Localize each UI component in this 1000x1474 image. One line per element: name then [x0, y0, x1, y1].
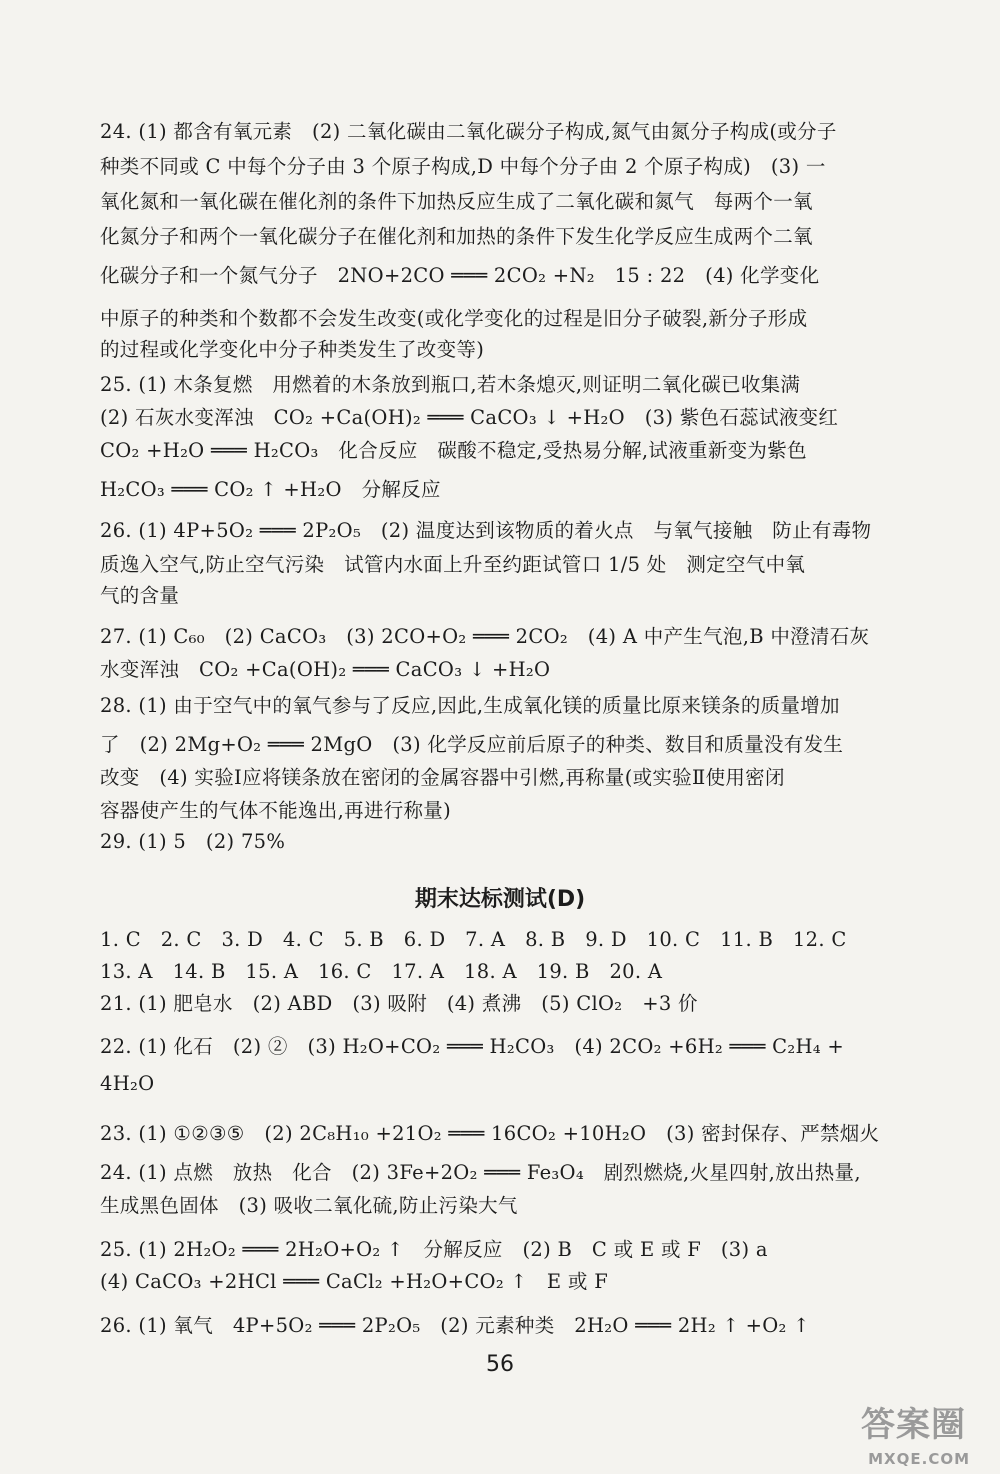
answer-line: 容器使产生的气体不能逸出,再进行称量) [100, 799, 452, 822]
watermark-url: MXQE.COM [868, 1450, 970, 1468]
answer-line: 种类不同或 C 中每个分子由 3 个原子构成,D 中每个分子由 2 个原子构成) (3) 一 [100, 155, 826, 178]
answer-line: 25. (1) 木条复燃 用燃着的木条放到瓶口,若木条熄灭,则证明二氧化碳已收集满 [100, 373, 801, 396]
answer-line: 22. (1) 化石 (2) ② (3) H₂O+CO₂ ═══ H₂CO₃ (4) 2CO₂ +6H₂ ═══ C₂H₄ + [100, 1035, 845, 1058]
answer-line: 25. (1) 2H₂O₂ ═══ 2H₂O+O₂ ↑ 分解反应 (2) B C 或 E 或 F (3) a [100, 1238, 768, 1261]
answer-line: 的过程或化学变化中分子种类发生了改变等) [100, 338, 485, 361]
page-number: 56 [486, 1352, 514, 1377]
answer-line: CO₂ +H₂O ═══ H₂CO₃ 化合反应 碳酸不稳定,受热易分解,试液重新变为紫色 [100, 439, 807, 462]
answer-line: 24. (1) 都含有氧元素 (2) 二氧化碳由二氧化碳分子构成,氮气由氮分子构成(或分子 [100, 120, 837, 143]
answer-line: 23. (1) ①②③⑤ (2) 2C₈H₁₀ +21O₂ ═══ 16CO₂ +10H₂O (3) 密封保存、严禁烟火 [100, 1122, 880, 1145]
answer-line: 24. (1) 点燃 放热 化合 (2) 3Fe+2O₂ ═══ Fe₃O₄ 剧烈燃烧,火星四射,放出热量, [100, 1161, 861, 1184]
answer-line: H₂CO₃ ═══ CO₂ ↑ +H₂O 分解反应 [100, 478, 441, 501]
answer-line: 1. C 2. C 3. D 4. C 5. B 6. D 7. A 8. B 9. D 10. C 11. B 12. C [100, 928, 847, 951]
answer-line: (4) CaCO₃ +2HCl ═══ CaCl₂ +H₂O+CO₂ ↑ E 或 F [100, 1270, 609, 1293]
answer-line: 27. (1) C₆₀ (2) CaCO₃ (3) 2CO+O₂ ═══ 2CO₂ (4) A 中产生气泡,B 中澄清石灰 [100, 625, 870, 648]
answer-line: 26. (1) 氧气 4P+5O₂ ═══ 2P₂O₅ (2) 元素种类 2H₂O ═══ 2H₂ ↑ +O₂ ↑ [100, 1314, 810, 1337]
answer-line: (2) 石灰水变浑浊 CO₂ +Ca(OH)₂ ═══ CaCO₃ ↓ +H₂O (3) 紫色石蕊试液变红 [100, 406, 839, 429]
answer-line: 13. A 14. B 15. A 16. C 17. A 18. A 19. B 20. A [100, 960, 663, 983]
answer-line: 改变 (4) 实验Ⅰ应将镁条放在密闭的金属容器中引燃,再称量(或实验Ⅱ使用密闭 [100, 766, 785, 789]
answer-line: 26. (1) 4P+5O₂ ═══ 2P₂O₅ (2) 温度达到该物质的着火点 与氧气接触 防止有毒物 [100, 519, 872, 542]
answer-line: 氧化氮和一氧化碳在催化剂的条件下加热反应生成了二氧化碳和氮气 每两个一氧 [100, 190, 813, 213]
answer-line: 21. (1) 肥皂水 (2) ABD (3) 吸附 (4) 煮沸 (5) ClO₂ +3 价 [100, 992, 698, 1015]
answer-line: 水变浑浊 CO₂ +Ca(OH)₂ ═══ CaCO₃ ↓ +H₂O [100, 658, 551, 681]
answer-line: 化碳分子和一个氮气分子 2NO+2CO ═══ 2CO₂ +N₂ 15 : 22 (4) 化学变化 [100, 264, 820, 287]
answer-line: 质逸入空气,防止空气污染 试管内水面上升至约距试管口 1/5 处 测定空气中氧 [100, 553, 806, 576]
answer-line: 中原子的种类和个数都不会发生改变(或化学变化的过程是旧分子破裂,新分子形成 [100, 307, 808, 330]
section-title: 期末达标测试(D) [414, 887, 586, 912]
answer-line: 生成黑色固体 (3) 吸收二氧化硫,防止污染大气 [100, 1194, 518, 1217]
answer-line: 28. (1) 由于空气中的氧气参与了反应,因此,生成氧化镁的质量比原来镁条的质量增加 [100, 694, 840, 717]
answer-line: 了 (2) 2Mg+O₂ ═══ 2MgO (3) 化学反应前后原子的种类、数目和质量没有发生 [100, 733, 844, 756]
answer-line: 气的含量 [100, 584, 180, 607]
watermark-text: 答案圈 [861, 1405, 966, 1445]
answer-line: 29. (1) 5 (2) 75% [100, 830, 286, 853]
answer-line: 4H₂O [100, 1072, 155, 1095]
answer-line: 化氮分子和两个一氧化碳分子在催化剂和加热的条件下发生化学反应生成两个二氧 [100, 225, 813, 248]
